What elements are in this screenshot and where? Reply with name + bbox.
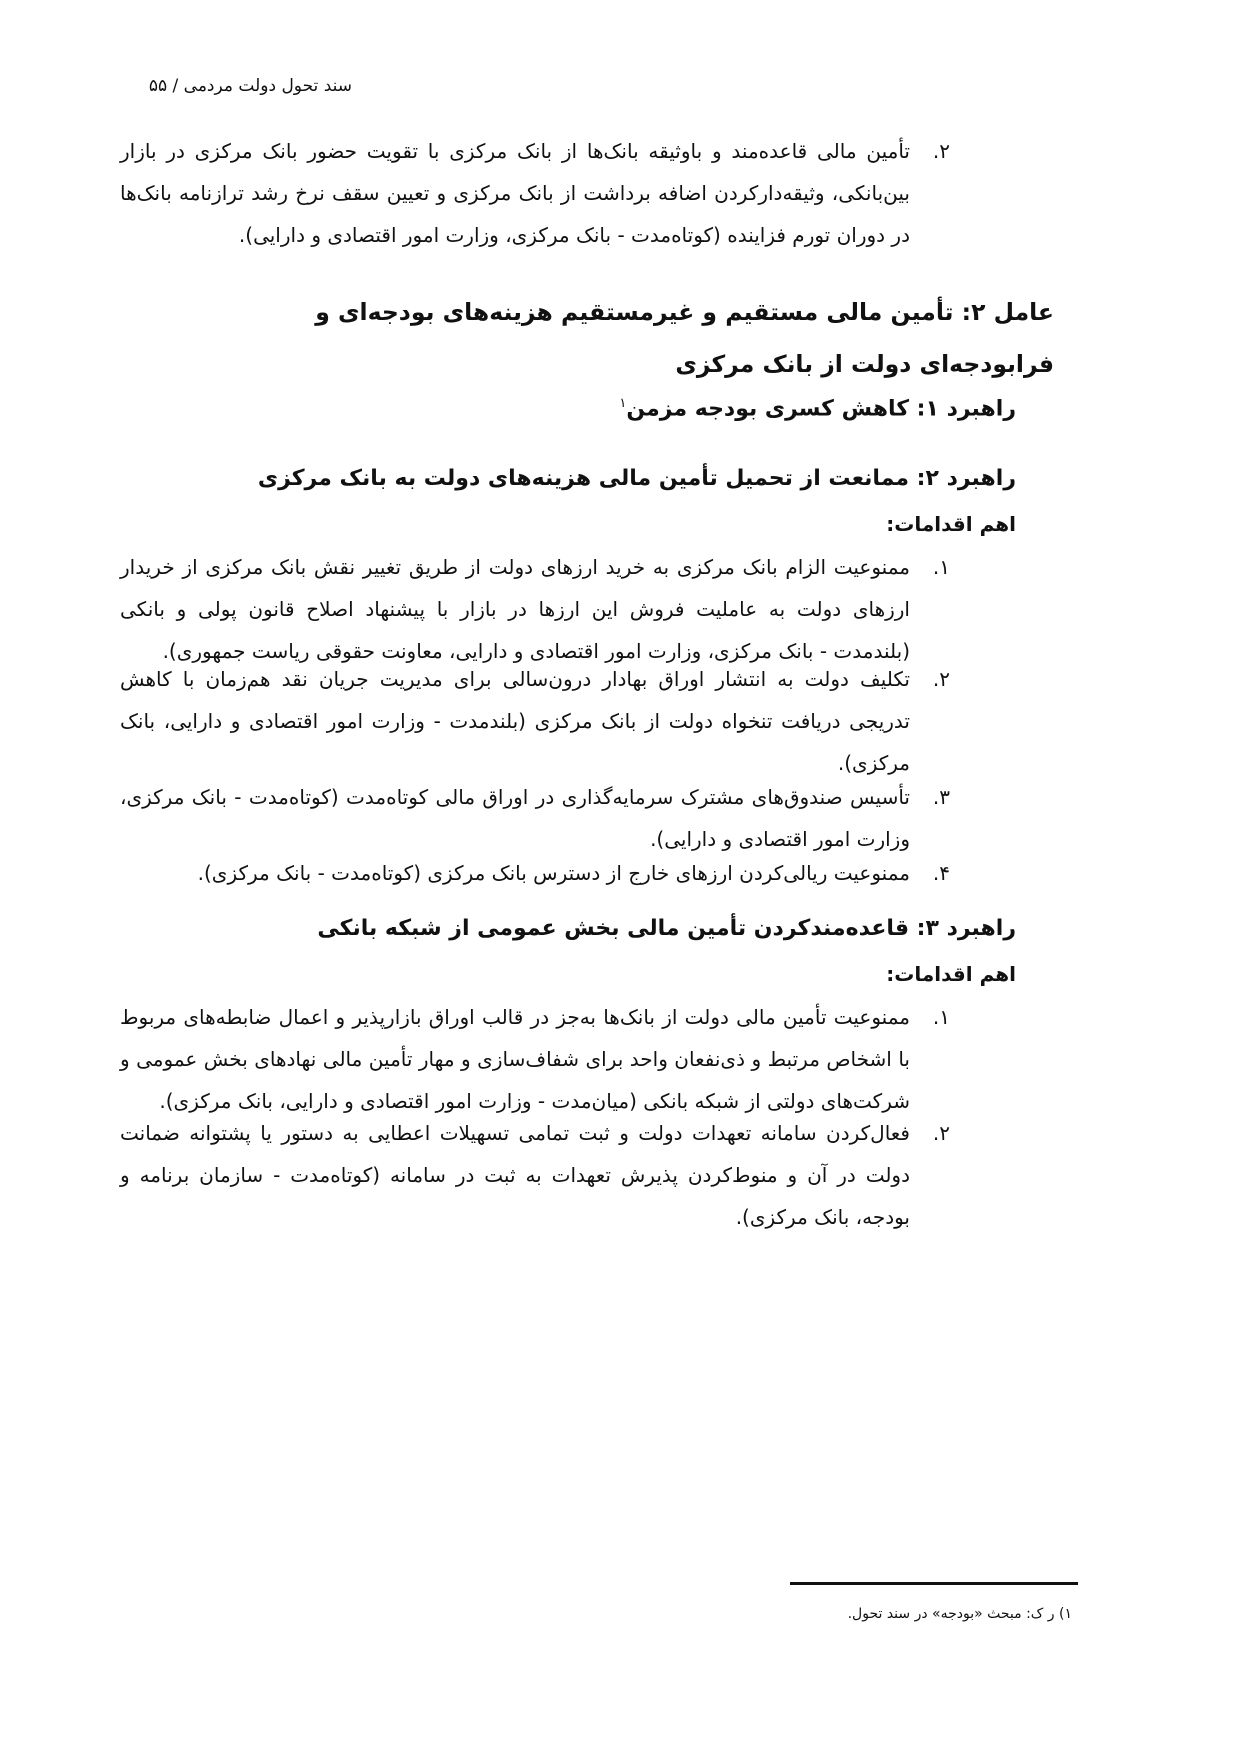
factor-heading: عامل ۲: تأمین مالی مستقیم و غیرمستقیم هزینه‌های بودجه‌ای و فرابودجه‌ای دولت از بانک مرکزی [315,298,1054,378]
list-item-text: تأسیس صندوق‌های مشترک سرمایه‌گذاری در اوراق مالی کوتاه‌مدت (کوتاه‌مدت - بانک مرکزی، وزارت امور اقتصادی و دارایی). [120,785,910,851]
list-item [120,852,950,894]
strategy-1-title: راهبرد ۱: کاهش کسری بودجه مزمن [626,396,1016,422]
list-item-text: فعال‌کردن سامانه تعهدات دولت و ثبت تمامی تسهیلات اعطایی به دستور یا پشتوانه ضمانت دولت در آن و منوط‌کردن پذیرش تعهدات به ثبت در سامانه (کوتاه‌مدت - سازمان برنامه و بودجه، بانک مرکزی). [120,1121,910,1229]
strategy-2-list [120,546,950,672]
strategy-2-list [120,658,950,784]
list-item-number: ۴. [932,861,950,885]
list-item-number: ۲. [932,667,950,691]
list-item-number: ۱. [932,1005,950,1029]
list-item-number: ۲. [932,1121,950,1145]
strategy-3-actions-label: اهم اقدامات: [886,962,1016,986]
strategy-3-heading: راهبرد ۳: قاعده‌مندکردن تأمین مالی بخش عمومی از شبکه بانکی [317,916,1016,941]
footnote-mark: ۱ [619,396,627,411]
strategy-2-list [120,852,950,894]
intro-list [120,130,950,256]
list-item-number: ۲. [932,139,950,163]
footnote: ۱) ر ک: مبحث «بودجه» در سند تحول. [847,1606,1072,1622]
strategy-2-actions-label: اهم اقدامات: [886,512,1016,536]
list-item-text: ممنوعیت الزام بانک مرکزی به خرید ارزهای دولت از طریق تغییر نقش بانک مرکزی از خریدار ارزهای دولت به عاملیت فروش این ارزها در بازار با پیشنهاد اصلاح قانون پولی و بانکی (بلندمدت - بانک مرکزی، وزارت امور اقتصادی و دارایی، معاونت حقوقی ریاست جمهوری). [120,555,910,663]
running-header: سند تحول دولت مردمی / ۵۵ [148,76,352,96]
list-item [120,130,950,256]
strategy-3-list [120,1112,950,1238]
strategy-2-heading: راهبرد ۲: ممانعت از تحمیل تأمین مالی هزینه‌های دولت به بانک مرکزی [257,466,1016,491]
list-item-text: تکلیف دولت به انتشار اوراق بهادار درون‌سالی برای مدیریت جریان نقد هم‌زمان با کاهش تدریجی دریافت تنخواه دولت از بانک مرکزی (بلندمدت - وزارت امور اقتصادی و دارایی، بانک مرکزی). [120,667,910,775]
list-item [120,658,950,784]
list-item-text: ممنوعیت ریالی‌کردن ارزهای خارج از دسترس بانک مرکزی (کوتاه‌مدت - بانک مرکزی). [197,861,910,885]
list-item-text: ممنوعیت تأمین مالی دولت از بانک‌ها به‌جز در قالب اوراق بازارپذیر و اعمال ضابطه‌های مربوط با اشخاص مرتبط و ذی‌نفعان واحد برای شفاف‌سازی و مهار تأمین مالی نهادهای بخش عمومی و شرکت‌های دولتی از شبکه بانکی (میان‌مدت - وزارت امور اقتصادی و دارایی، بانک مرکزی). [120,1005,910,1113]
list-item-number: ۳. [932,785,950,809]
list-item-text: تأمین مالی قاعده‌مند و باوثیقه بانک‌ها از بانک مرکزی با تقویت حضور بانک مرکزی در بازار بین‌بانکی، وثیقه‌دارکردن اضافه برداشت از بانک مرکزی و تعیین سقف نرخ رشد ترازنامه بانک‌ها در دوران تورم فزاینده (کوتاه‌مدت - بانک مرکزی، وزارت امور اقتصادی و دارایی). [120,139,910,247]
strategy-1-heading [619,396,1016,421]
list-item [120,1112,950,1238]
strategy-2-list [120,776,950,860]
list-item [120,996,950,1122]
list-item-number: ۱. [932,555,950,579]
strategy-3-list [120,996,950,1122]
list-item [120,776,950,860]
list-item [120,546,950,672]
footnote-divider [790,1582,1078,1585]
